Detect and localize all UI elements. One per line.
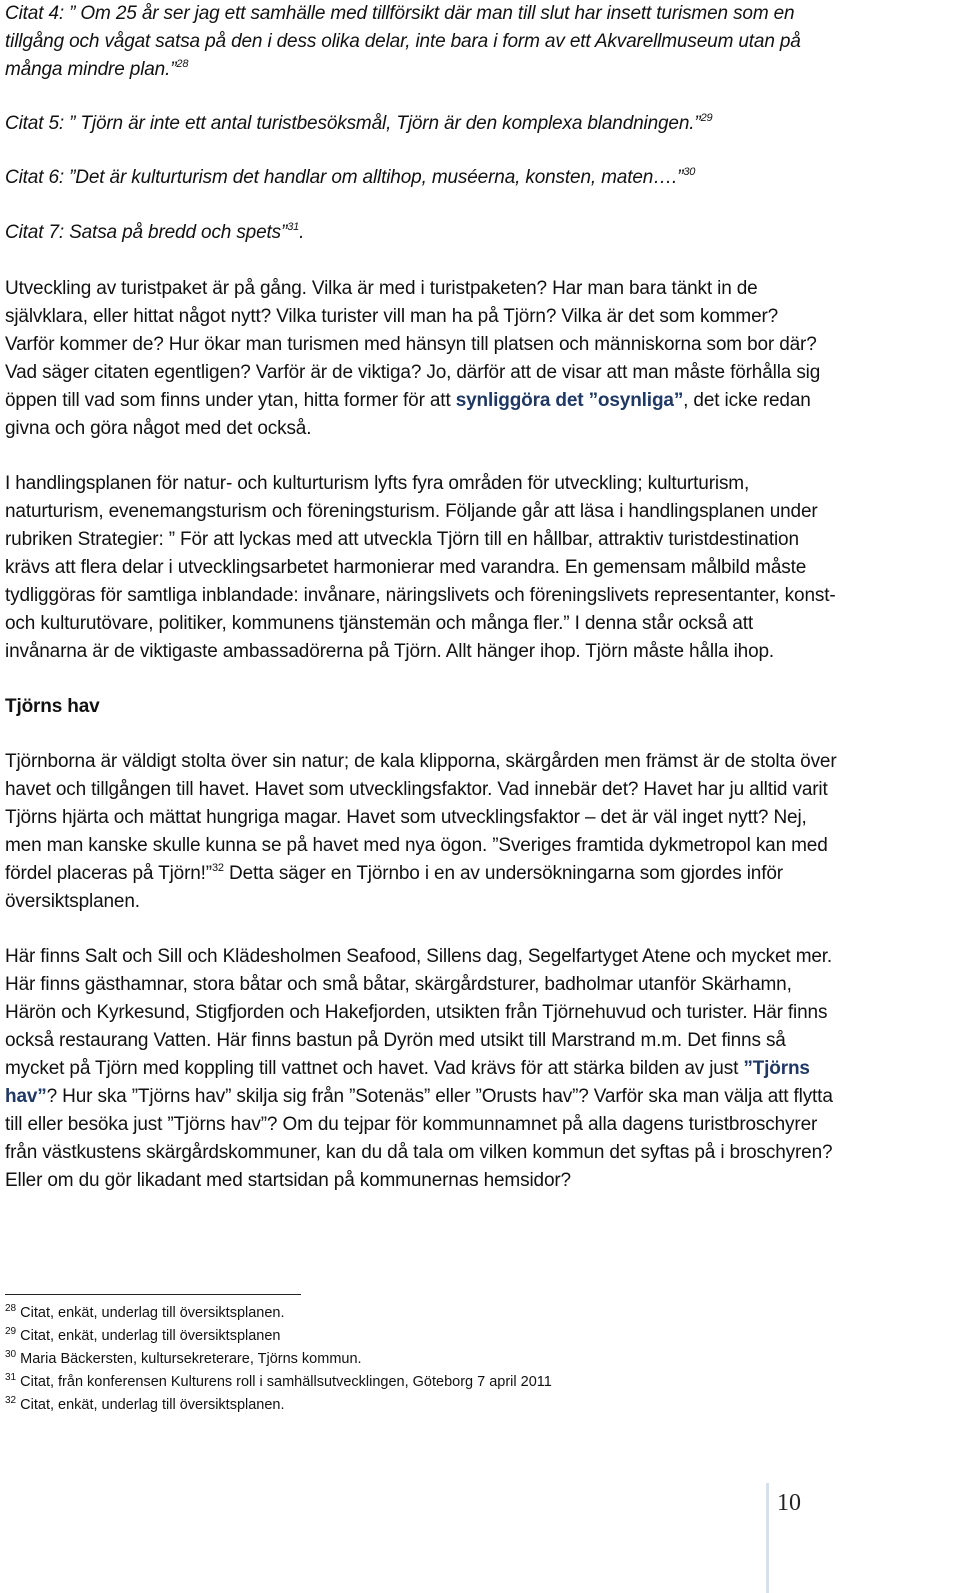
paragraph-2-line: naturturism, evenemangsturism och föreningsturism. Följande går att läsa i handlingsplanen under [5, 501, 818, 522]
footnote: $^{29}$ Citat, enkät, underlag till översiktsplanen [5, 1326, 281, 1344]
citat-7: Citat 7: Satsa på bredd och spets”$^{31}$. [5, 221, 305, 243]
page-number-bar [766, 1483, 769, 1593]
paragraph-3-line: Tjörnborna är väldigt stolta över sin natur; de kala klipporna, skärgården men främst är de stolta över [5, 751, 837, 772]
paragraph-1-line: Vad säger citaten egentligen? Varför är de viktiga? Jo, därför att de visar att man måste förhålla sig [5, 362, 821, 383]
citat-4-line: tillgång och vågat satsa på den i dess olika delar, inte bara i form av ett Akvarellmuseum utan på [5, 31, 801, 52]
highlight-text: hav” [5, 1086, 47, 1107]
paragraph-3-line: havet och tillgången till havet. Havet som utvecklingsfaktor. Vad innebär det? Havet har ju alltid varit [5, 779, 828, 800]
paragraph-3-line: fördel placeras på Tjörn!”$^{32}$ Detta säger en Tjörnbo i en av undersökningarna som gjordes inför [5, 862, 783, 884]
paragraph-4-line: till eller besöka just ”Tjörns hav”? Om du tejpar för kommunnamnet på alla dagens turistbroschyrer [5, 1114, 818, 1135]
paragraph-4-line: hav”? Hur ska ”Tjörns hav” skilja sig från ”Sotenäs” eller ”Orusts hav”? Varför ska man välja att flytta [5, 1086, 833, 1107]
paragraph-4-line: också restaurang Vatten. Här finns bastun på Dyrön med utsikt till Marstrand m.m. Det finns så [5, 1030, 786, 1051]
citat-5: Citat 5: ” Tjörn är inte ett antal turistbesöksmål, Tjörn är den komplexa blandningen.”$^{29}$ [5, 112, 713, 134]
paragraph-2-line: I handlingsplanen för natur- och kulturturism lyfts fyra områden för utveckling; kulturturism, [5, 473, 750, 494]
highlight-text: ”Tjörns [743, 1058, 810, 1079]
footnote: $^{30}$ Maria Bäckersten, kultursekreterare, Tjörns kommun. [5, 1349, 362, 1367]
citat-6: Citat 6: ”Det är kulturturism det handlar om alltihop, muséerna, konsten, maten….”$^{30}$ [5, 166, 696, 188]
footnote-ref: 29 [700, 112, 713, 124]
paragraph-4-line: mycket på Tjörn med koppling till vattnet och havet. Vad krävs för att stärka bilden av just ”Tjörns [5, 1058, 810, 1079]
paragraph-1-line: Varför kommer de? Hur ökar man turismen med hänsyn till platsen och människorna som bor där? [5, 334, 817, 355]
paragraph-4-line: från västkustens skärgårdskommuner, kan du då tala om vilken kommun det syftas på i broschyren? [5, 1142, 833, 1163]
page-number: 10 [777, 1490, 801, 1516]
paragraph-3-line: men man kanske skulle kunna se på havet med nya ögon. ”Sveriges framtida dykmetropol kan med [5, 835, 828, 856]
footnote-ref: 32 [211, 862, 224, 874]
footnote-ref: 28 [176, 58, 189, 70]
citat-4-line: många mindre plan.”$^{28}$ [5, 58, 189, 80]
paragraph-1-line: självklara, eller hittat något nytt? Vilka turister vill man ha på Tjörn? Vilka är det som kommer? [5, 306, 779, 327]
paragraph-1-line: öppen till vad som finns under ytan, hitta former för att synliggöra det ”osynliga”, det icke redan [5, 390, 811, 411]
section-heading: Tjörns hav [5, 696, 100, 717]
paragraph-4-line: Här finns gästhamnar, stora båtar och små båtar, skärgårdsturer, badholmar utanför Skärhamn, [5, 974, 792, 995]
paragraph-3-line: översiktsplanen. [5, 891, 140, 912]
footnote: $^{31}$ Citat, från konferensen Kulturens roll i samhällsutvecklingen, Göteborg 7 april 2011 [5, 1372, 552, 1390]
paragraph-4-line: Härön och Kyrkesund, Stigfjorden och Hakefjorden, utsikten från Tjörnehuvud och turister. Här finns [5, 1002, 828, 1023]
citat-4-line: Citat 4: ” Om 25 år ser jag ett samhälle med tillförsikt där man till slut har insett turismen som en [5, 3, 795, 24]
paragraph-1-line: givna och göra något med det också. [5, 418, 312, 439]
footnote: $^{28}$ Citat, enkät, underlag till översiktsplanen. [5, 1303, 285, 1321]
paragraph-4-line: Eller om du gör likadant med startsidan på kommunernas hemsidor? [5, 1170, 571, 1191]
paragraph-2-line: rubriken Strategier: ” För att lyckas med att utveckla Tjörn till en hållbar, attraktiv turistdestination [5, 529, 799, 550]
paragraph-2-line: krävs att flera delar i utvecklingsarbetet harmonierar med varandra. En gemensam målbild måste [5, 557, 807, 578]
footnote-ref: 30 [683, 166, 696, 178]
paragraph-4-line: Här finns Salt och Sill och Klädesholmen Seafood, Sillens dag, Segelfartyget Atene och mycket mer. [5, 946, 833, 967]
footnote-ref: 31 [287, 221, 300, 233]
paragraph-3-line: Tjörns hjärta och mättat hungriga magar. Havet som utvecklingsfaktor – det är väl inget nytt? Nej, [5, 807, 807, 828]
paragraph-2-line: invånarna är de viktigaste ambassadörerna på Tjörn. Allt hänger ihop. Tjörn måste hålla ihop. [5, 641, 775, 662]
footnote: $^{32}$ Citat, enkät, underlag till översiktsplanen. [5, 1395, 285, 1413]
paragraph-2-line: tydliggöras för samtliga inblandade: invånare, näringslivets och föreningslivets representanter, konst- [5, 585, 836, 606]
highlight-text: synliggöra det ”osynliga” [455, 390, 684, 411]
paragraph-1-line: Utveckling av turistpaket är på gång. Vilka är med i turistpaketen? Har man bara tänkt in de [5, 278, 758, 299]
footnote-separator [5, 1294, 301, 1295]
paragraph-2-line: och kulturutövare, politiker, kommunens tjänstemän och många fler.” I denna står också att [5, 613, 753, 634]
